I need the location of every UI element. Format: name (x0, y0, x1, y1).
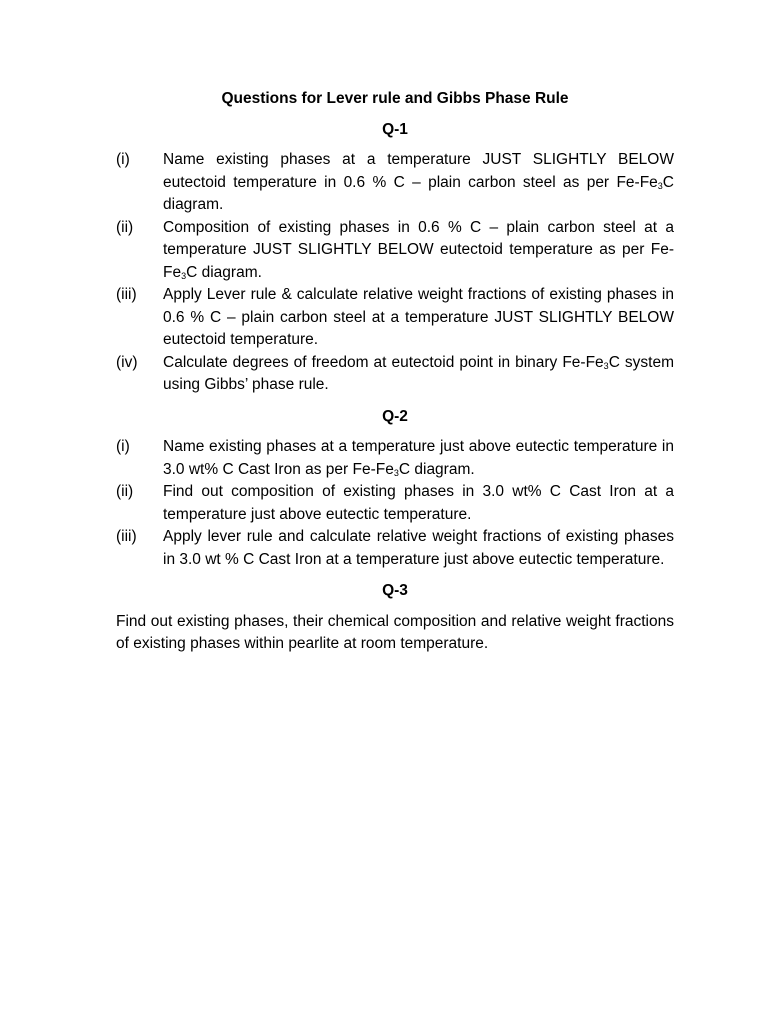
question-2-item-i (116, 436, 674, 481)
item-number: (iii) (116, 286, 137, 303)
item-text: Name existing phases at a temperature JUST SLIGHTLY BELOW eutectoid temperature in 0.6 % C – plain carbon steel as per $Fe-Fe_3C$ diagram. (163, 151, 674, 213)
question-1-item-iii (116, 284, 674, 352)
item-text: Composition of existing phases in 0.6 % C – plain carbon steel at a temperature JUST SLIGHTLY BELOW eutectoid temperature as per $Fe-Fe_3C$ diagram. (163, 218, 674, 281)
document-title: Questions for Lever rule and Gibbs Phase Rule (221, 90, 569, 107)
question-3-heading: Q-3 (382, 582, 408, 599)
item-text: Name existing phases at a temperature just above eutectic temperature in 3.0 wt% C Cast Iron as per $Fe-Fe_3C$ diagram. (163, 438, 674, 478)
question-1-item-ii (116, 217, 674, 285)
question-2-item-ii (116, 481, 674, 526)
question-1-item-i (116, 149, 674, 217)
item-number: (iv) (116, 353, 138, 371)
item-number: (iii) (116, 528, 137, 545)
document-page (116, 88, 674, 656)
item-text: Calculate degrees of freedom at eutectoid point in binary $Fe-Fe_3C$ system using Gibbs’ phase rule. (163, 353, 674, 393)
question-1-item-iv (116, 352, 674, 397)
item-number: (ii) (116, 483, 134, 500)
question-1-list (116, 149, 674, 397)
item-number: (ii) (116, 218, 134, 236)
item-text: Apply Lever rule & calculate relative weight fractions of existing phases in 0.6 % C – plain carbon steel at a temperature JUST SLIGHTLY BELOW eutectoid temperature. (163, 286, 674, 348)
question-3-text: Find out existing phases, their chemical composition and relative weight fractions of existing phases within pearlite at room temperature. (116, 612, 674, 652)
item-text: Apply lever rule and calculate relative weight fractions of existing phases in 3.0 wt % C Cast Iron at a temperature just above eutectic temperature. (163, 528, 674, 568)
item-number: (i) (116, 151, 130, 168)
question-1-heading: Q-1 (382, 120, 408, 138)
question-2-list (116, 436, 674, 571)
question-2-item-iii (116, 526, 674, 571)
item-number: (i) (116, 438, 130, 455)
question-2-heading: Q-2 (382, 407, 408, 425)
item-text: Find out composition of existing phases in 3.0 wt% C Cast Iron at a temperature just above eutectic temperature. (163, 483, 674, 523)
